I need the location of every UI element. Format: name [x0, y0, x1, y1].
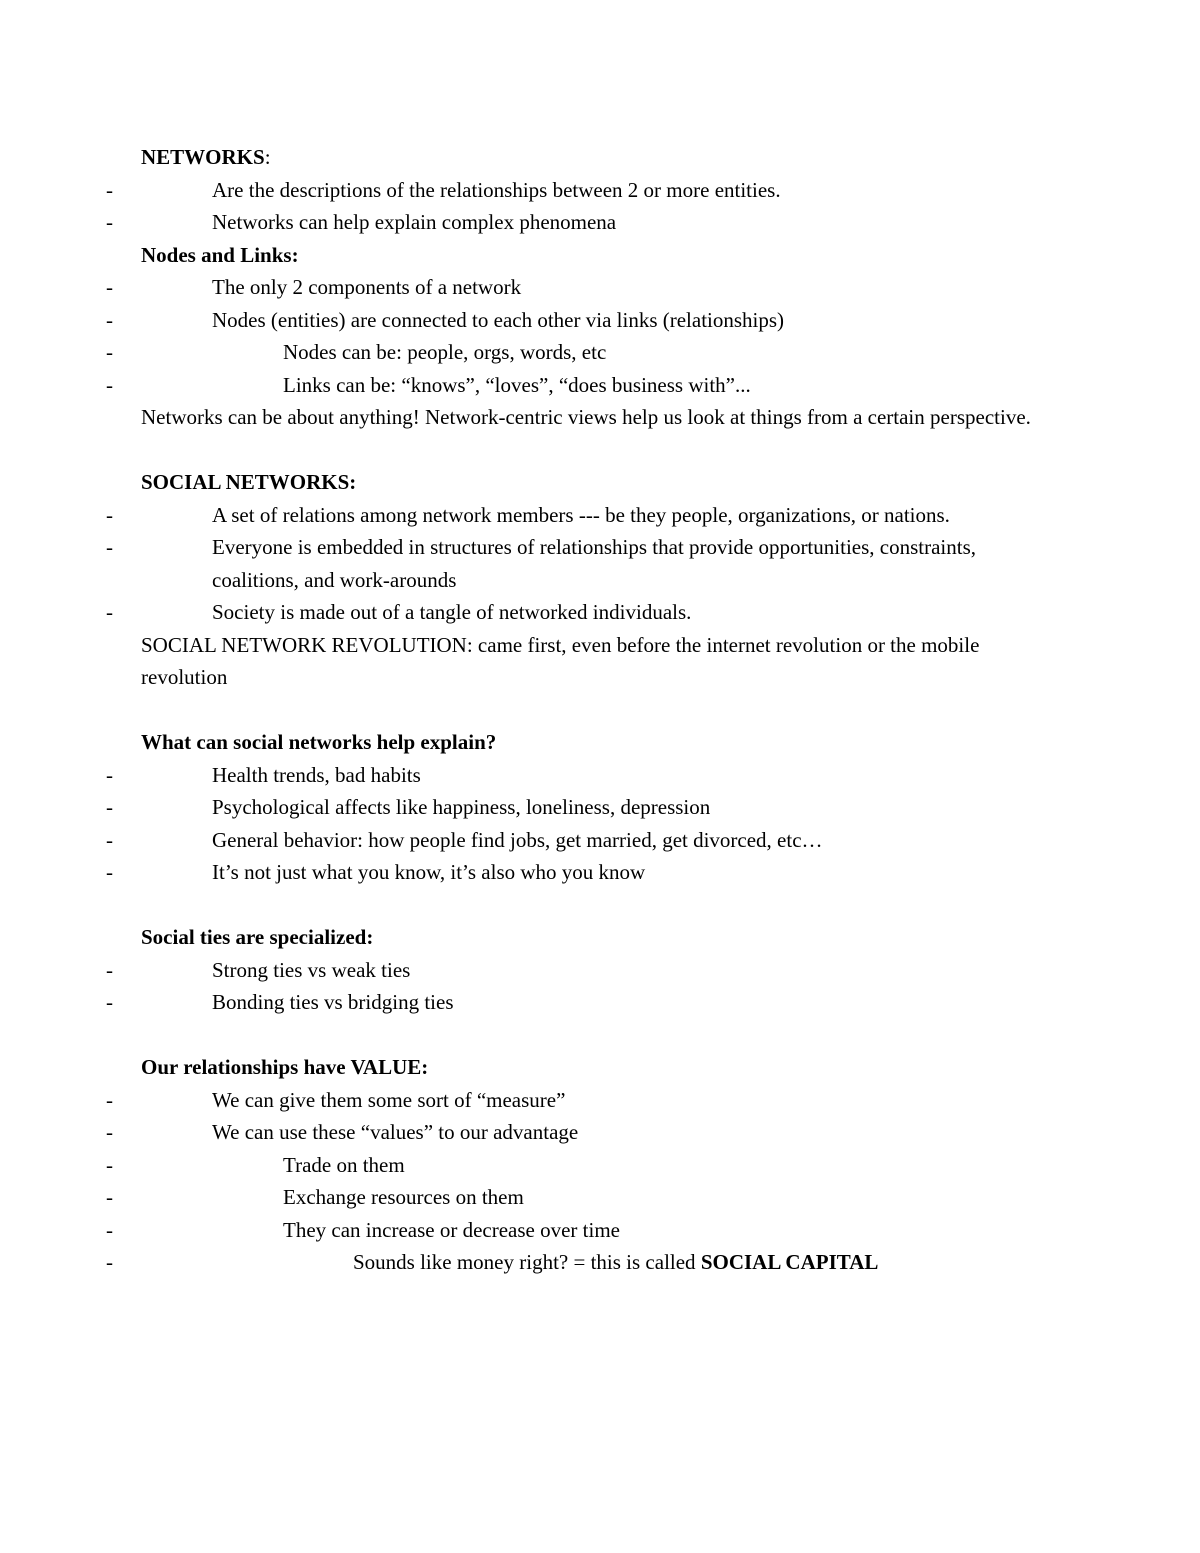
social-network-revolution-paragraph: SOCIAL NETWORK REVOLUTION: came first, even before the internet revolution or the mobile revolution	[141, 632, 980, 689]
list-item-text: Networks can help explain complex phenomena	[212, 210, 617, 234]
list-item	[106, 856, 1061, 889]
dash-marker: -	[106, 177, 113, 202]
list-item	[106, 304, 1061, 337]
list-item	[106, 1116, 1061, 1149]
networks-paragraph: Networks can be about anything! Network-centric views help us look at things from a certain perspective.	[141, 405, 1031, 429]
dash-marker: -	[106, 600, 113, 624]
sub-list-item	[106, 1181, 1061, 1214]
section-heading-explain: What can social networks help explain?	[141, 730, 497, 754]
list-item	[106, 271, 1061, 304]
list-item-text: Are the descriptions of the relationships between 2 or more entities.	[212, 177, 781, 202]
list-item	[106, 824, 1061, 857]
dash-marker: -	[106, 307, 113, 332]
dash-marker: -	[106, 990, 113, 1014]
section-heading-nodes-links: Nodes and Links:	[141, 242, 299, 267]
dash-marker: -	[106, 1152, 113, 1177]
dash-marker: -	[106, 860, 113, 884]
list-item-text: Psychological affects like happiness, loneliness, depression	[212, 795, 711, 819]
list-item-text: Society is made out of a tangle of networked individuals.	[212, 600, 692, 624]
social-capital-prefix: Sounds like money right? = this is called	[353, 1250, 701, 1274]
document-body	[106, 141, 1061, 1279]
social-networks-list	[106, 499, 1061, 629]
value-list	[106, 1084, 1061, 1279]
list-item-text: Bonding ties vs bridging ties	[212, 990, 454, 1014]
dash-marker: -	[106, 535, 113, 559]
list-item	[106, 596, 1061, 629]
list-item	[106, 499, 1061, 532]
dash-marker: -	[106, 275, 113, 299]
sub-list-item-text: Nodes can be: people, orgs, words, etc	[283, 340, 607, 364]
dash-marker: -	[106, 340, 113, 364]
dash-marker: -	[106, 210, 113, 234]
list-item-text: The only 2 components of a network	[212, 275, 522, 299]
section-heading-networks	[141, 141, 1061, 174]
dash-marker: -	[106, 1185, 113, 1209]
social-ties-list	[106, 954, 1061, 1019]
networks-list	[106, 174, 1061, 239]
list-item	[106, 954, 1061, 987]
sub-list-item-text: Exchange resources on them	[283, 1185, 524, 1209]
list-item-text: Strong ties vs weak ties	[212, 957, 411, 982]
section-heading-social-networks: SOCIAL NETWORKS:	[141, 470, 357, 494]
social-capital-term: SOCIAL CAPITAL	[700, 1250, 879, 1274]
sub-list-item-text: They can increase or decrease over time	[283, 1217, 620, 1242]
sub-list-item-text: Trade on them	[283, 1152, 405, 1177]
dash-marker: -	[106, 1250, 113, 1274]
list-item-text: Everyone is embedded in structures of relationships that provide opportunities, constraints, coalitions, and work-arounds	[212, 535, 976, 592]
list-item	[106, 759, 1061, 792]
dash-marker: -	[106, 1217, 113, 1242]
list-item	[106, 986, 1061, 1019]
blank-line	[141, 694, 1061, 727]
heading-text: NETWORKS	[141, 145, 265, 169]
blank-line	[141, 1019, 1061, 1052]
list-item	[106, 206, 1061, 239]
section-heading-value: Our relationships have VALUE:	[141, 1055, 429, 1079]
list-item	[106, 1084, 1061, 1117]
list-item-text: It’s not just what you know, it’s also who you know	[212, 860, 646, 884]
dash-marker: -	[106, 1087, 113, 1112]
explain-list	[106, 759, 1061, 889]
nodes-links-list	[106, 271, 1061, 401]
list-item-text: We can use these “values” to our advantage	[212, 1120, 579, 1144]
blank-line	[141, 889, 1061, 922]
sub-sub-list-item	[106, 1246, 1061, 1279]
list-item	[106, 531, 1061, 596]
dash-marker: -	[106, 372, 113, 397]
list-item-text: A set of relations among network members --- be they people, organizations, or nations.	[212, 502, 950, 527]
blank-line	[141, 434, 1061, 467]
list-item-text: Nodes (entities) are connected to each other via links (relationships)	[212, 307, 785, 332]
dash-marker: -	[106, 762, 113, 787]
sub-list-item	[106, 369, 1061, 402]
list-item	[106, 791, 1061, 824]
heading-colon: :	[264, 145, 271, 169]
sub-list-item	[106, 336, 1061, 369]
list-item	[106, 174, 1061, 207]
sub-list-item	[106, 1214, 1061, 1247]
list-item-text: Health trends, bad habits	[212, 762, 421, 787]
dash-marker: -	[106, 1120, 113, 1144]
dash-marker: -	[106, 502, 113, 527]
list-item-text: General behavior: how people find jobs, get married, get divorced, etc…	[212, 827, 823, 852]
sub-list-item-text: Links can be: “knows”, “loves”, “does business with”...	[283, 372, 751, 397]
section-heading-social-ties: Social ties are specialized:	[141, 925, 374, 949]
sub-list-item	[106, 1149, 1061, 1182]
dash-marker: -	[106, 827, 113, 852]
dash-marker: -	[106, 957, 113, 982]
dash-marker: -	[106, 795, 113, 819]
list-item-text: We can give them some sort of “measure”	[212, 1087, 566, 1112]
